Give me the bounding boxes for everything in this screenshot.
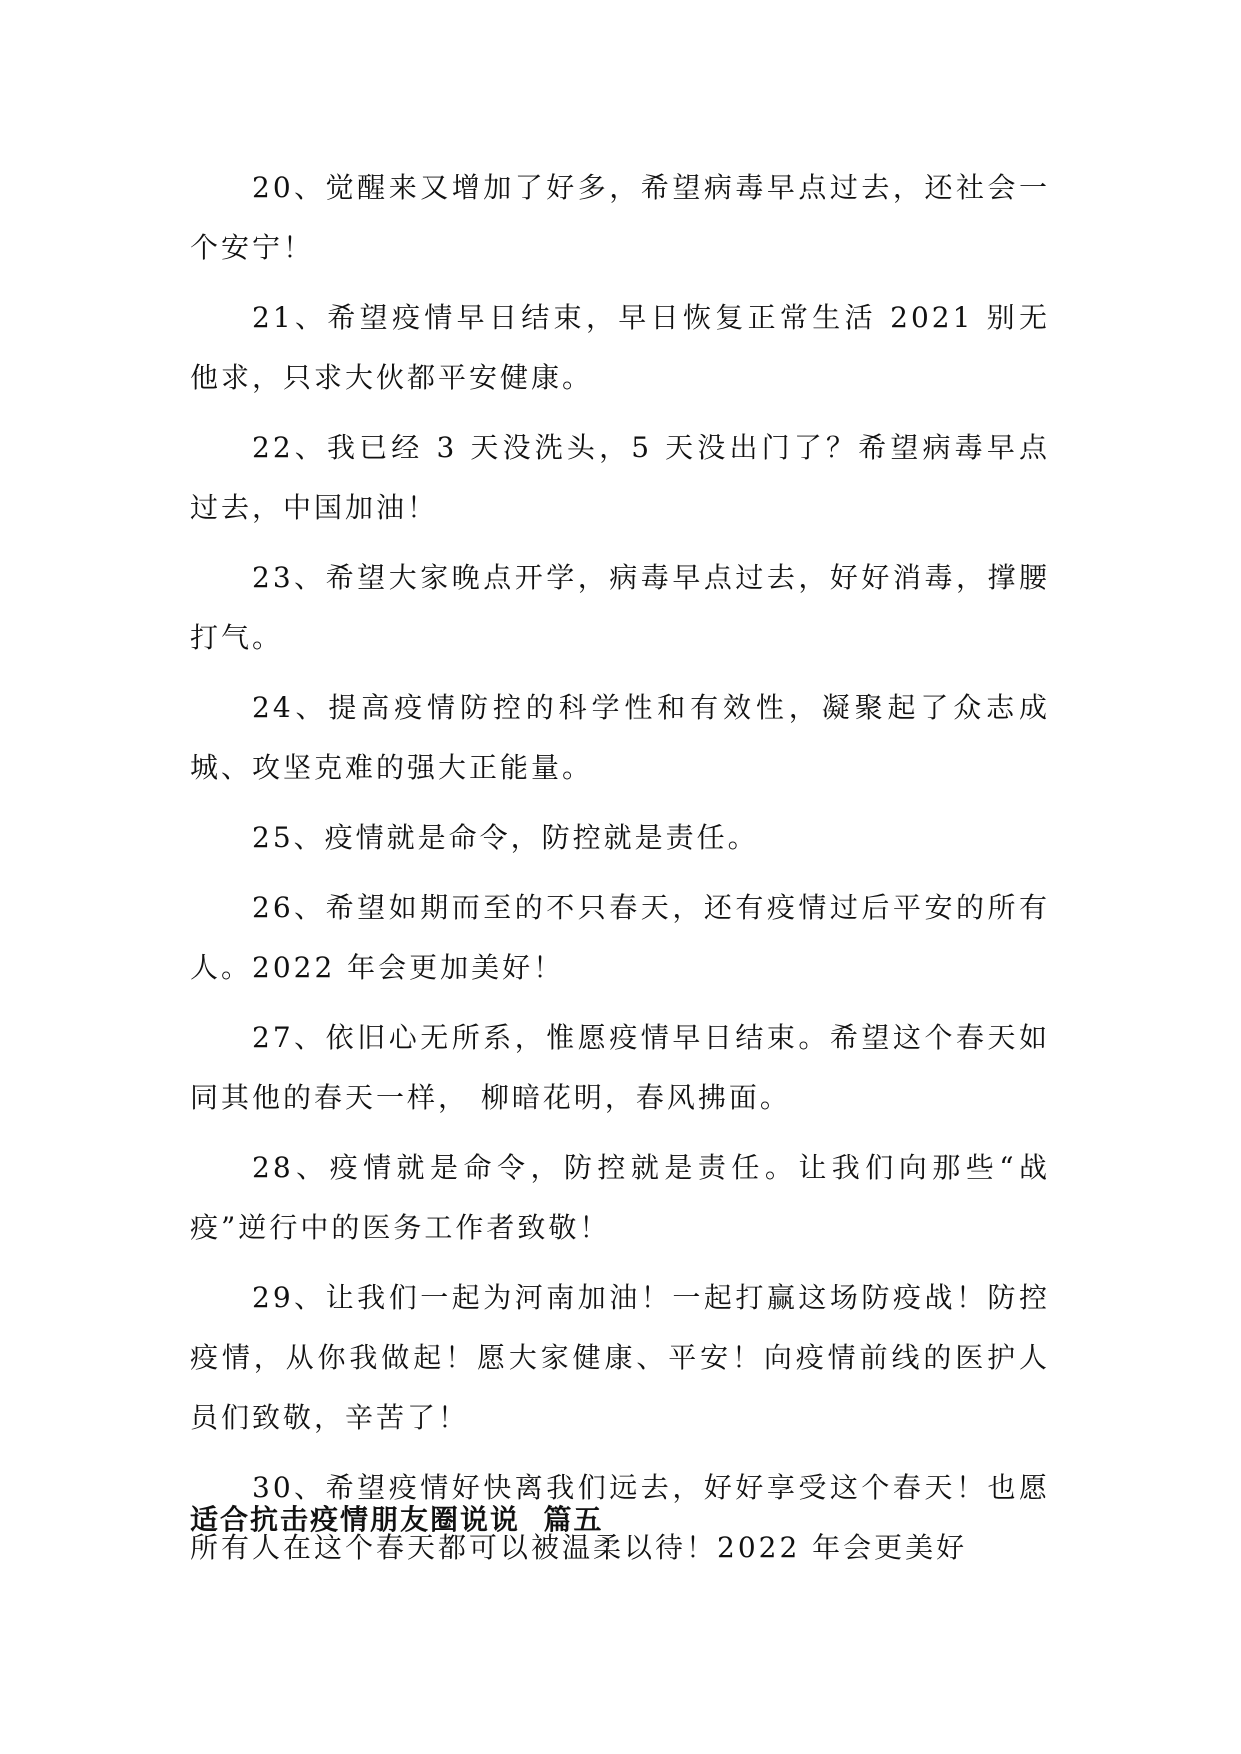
paragraph-30: 30、希望疫情好快离我们远去，好好享受这个春天！也愿所有人在这个春天都可以被温柔以待！2022 年会更美好 xyxy=(190,1471,1050,1564)
paragraph-27: 27、依旧心无所系，惟愿疫情早日结束。希望这个春天如同其他的春天一样， 柳暗花明，春风拂面。 xyxy=(190,1021,1050,1114)
paragraph-28: 28、疫情就是命令，防控就是责任。让我们向那些“战疫”逆行中的医务工作者致敬！ xyxy=(190,1151,1050,1244)
paragraph-21: 21、希望疫情早日结束，早日恢复正常生活 2021 别无他求，只求大伙都平安健康。 xyxy=(190,301,1050,394)
paragraph-26: 26、希望如期而至的不只春天，还有疫情过后平安的所有人。2022 年会更加美好！ xyxy=(190,891,1050,984)
section-heading: 适合抗击疫情朋友圈说说 篇五 xyxy=(190,1503,604,1536)
paragraph-24: 24、提高疫情防控的科学性和有效性，凝聚起了众志成城、攻坚克难的强大正能量。 xyxy=(190,691,1050,784)
paragraph-23: 23、希望大家晚点开学，病毒早点过去，好好消毒，撑腰打气。 xyxy=(190,561,1050,654)
paragraph-29: 29、让我们一起为河南加油！一起打赢这场防疫战！防控疫情，从你我做起！愿大家健康、平安！向疫情前线的医护人员们致敬，辛苦了！ xyxy=(190,1281,1050,1434)
document-body xyxy=(190,158,1050,1588)
paragraph-22: 22、我已经 3 天没洗头，5 天没出门了？希望病毒早点过去，中国加油！ xyxy=(190,431,1050,524)
paragraph-25: 25、疫情就是命令，防控就是责任。 xyxy=(252,821,759,854)
paragraph-20: 20、觉醒来又增加了好多，希望病毒早点过去，还社会一个安宁！ xyxy=(190,171,1050,264)
